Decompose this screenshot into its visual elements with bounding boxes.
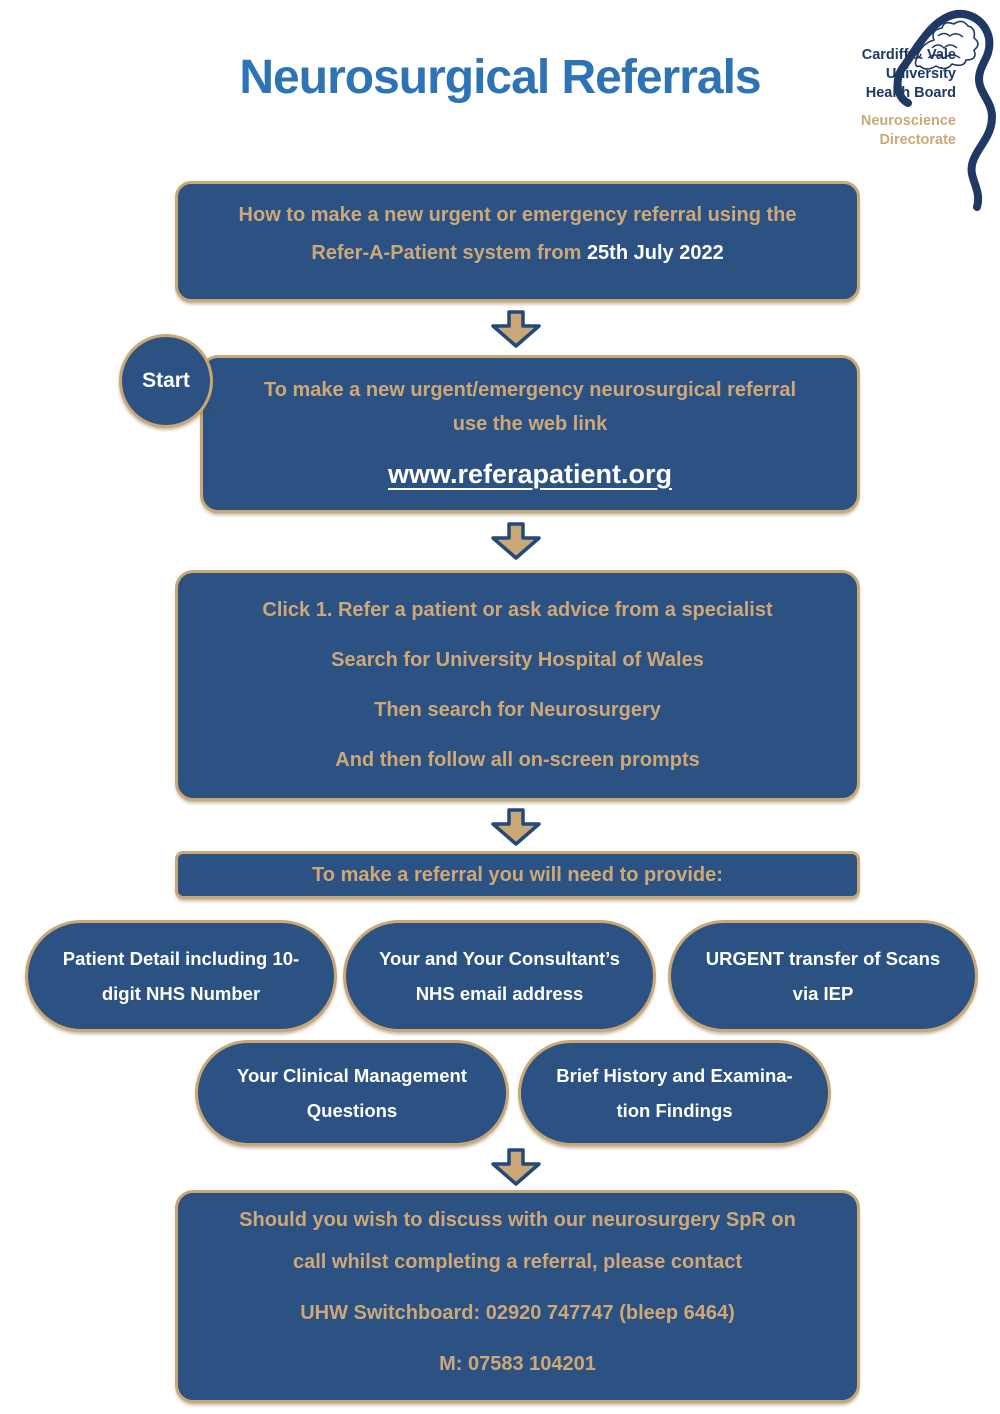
pill-nhs-email-line2: NHS email address — [415, 982, 584, 1004]
intro-line-2-date: 25th July 2022 — [586, 242, 724, 264]
referapatient-link[interactable]: www.referapatient.org — [387, 458, 673, 489]
steps-line-3: Then search for Neurosurgery — [374, 699, 661, 721]
down-arrow-icon — [489, 808, 543, 846]
contact-switchboard: UHW Switchboard: 02920 747747 (bleep 6464) — [300, 1302, 735, 1324]
pill-clinical-questions-line1: Your Clinical Management — [237, 1064, 467, 1086]
intro-line-2-tan: Refer-A-Patient system from — [311, 242, 587, 264]
intro-line-2 — [311, 242, 723, 265]
contact-box — [175, 1190, 860, 1403]
intro-box — [175, 181, 860, 302]
steps-box — [175, 570, 860, 801]
weblink-line-1: To make a new urgent/emergency neurosurgical referral — [263, 378, 797, 401]
down-arrow-icon — [489, 1148, 543, 1186]
steps-line-4: And then follow all on-screen prompts — [335, 749, 700, 771]
pill-scan-transfer-line2: via IEP — [792, 982, 854, 1004]
provide-bar — [175, 851, 860, 899]
logo-dept-line2: Directorate — [879, 132, 956, 148]
down-arrow-icon — [489, 522, 543, 560]
pill-clinical-questions-line2: Questions — [306, 1099, 398, 1121]
pill-clinical-questions — [195, 1040, 509, 1146]
steps-line-1: Click 1. Refer a patient or ask advice from a specialist — [262, 599, 773, 621]
logo-dept-line1: Neuroscience — [860, 113, 956, 129]
logo-org-line1: Cardiff & Vale — [861, 47, 956, 63]
cardiff-vale-logo — [835, 0, 1000, 215]
pill-patient-details-line2: digit NHS Number — [101, 982, 261, 1004]
pill-history-findings-line2: tion Findings — [616, 1099, 733, 1121]
down-arrow-icon — [489, 310, 543, 348]
pill-patient-details — [25, 920, 337, 1032]
intro-line-1: How to make a new urgent or emergency referral using the — [238, 204, 797, 226]
logo-org-line3: Health Board — [865, 85, 956, 101]
weblink-box — [200, 355, 860, 513]
pill-history-findings-line1: Brief History and Examina- — [556, 1064, 793, 1086]
pill-scan-transfer-line1: URGENT transfer of Scans — [705, 947, 941, 969]
pill-history-findings — [518, 1040, 831, 1146]
provide-bar-label: To make a referral you will need to provide: — [312, 863, 723, 886]
weblink-line-2: use the web link — [452, 412, 608, 435]
start-badge — [119, 334, 213, 428]
steps-line-2: Search for University Hospital of Wales — [331, 649, 704, 671]
page-title: Neurosurgical Referrals — [239, 51, 761, 104]
contact-line-1: Should you wish to discuss with our neurosurgery SpR on — [239, 1209, 796, 1231]
logo-org-line2: University — [885, 66, 956, 82]
pill-nhs-email — [343, 920, 656, 1032]
pill-nhs-email-line1: Your and Your Consultant’s — [379, 947, 620, 969]
pill-patient-details-line1: Patient Detail including 10- — [62, 947, 300, 969]
start-label: Start — [142, 369, 190, 392]
pill-scan-transfer — [668, 920, 978, 1032]
contact-line-2: call whilst completing a referral, please contact — [292, 1251, 743, 1273]
contact-mobile: M: 07583 104201 — [439, 1353, 596, 1375]
